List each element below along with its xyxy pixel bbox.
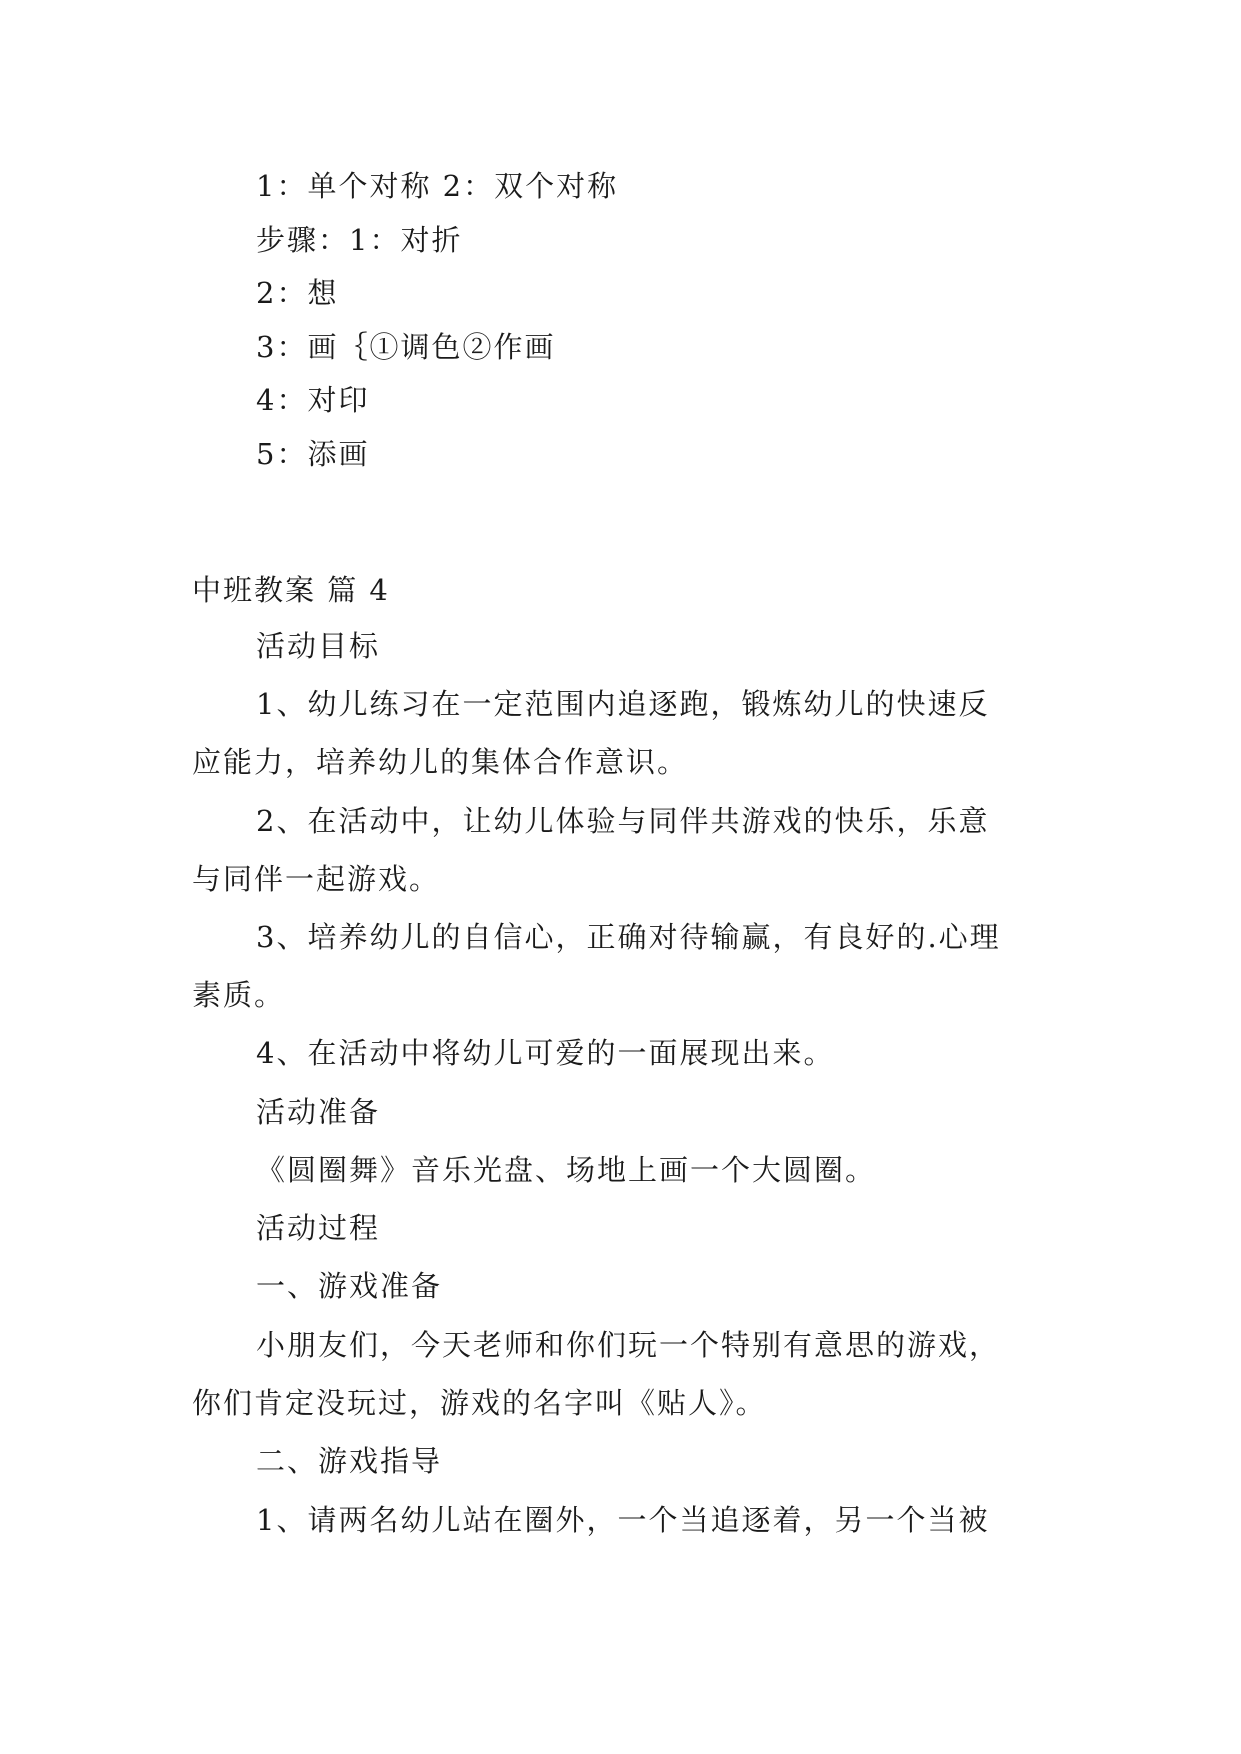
step-line: 3：画｛①调色②作画: [256, 330, 556, 364]
step-line: 步骤：1：对折: [256, 223, 463, 257]
subsection-title: 活动准备: [256, 1095, 381, 1129]
subsection-title: 活动目标: [256, 629, 381, 663]
paragraph-line: 1、幼儿练习在一定范围内追逐跑，锻炼幼儿的快速反: [256, 687, 990, 721]
step-line: 2：想: [256, 276, 339, 310]
paragraph-line: 你们肯定没玩过，游戏的名字叫《贴人》。: [192, 1386, 767, 1420]
paragraph-line: 2、在活动中，让幼儿体验与同伴共游戏的快乐，乐意: [256, 804, 990, 838]
step-line: 4：对印: [256, 383, 370, 417]
paragraph-line: 1、请两名幼儿站在圈外，一个当追逐着，另一个当被: [256, 1503, 990, 1537]
paragraph-line: 《圆圈舞》音乐光盘、场地上画一个大圆圈。: [256, 1153, 877, 1187]
subsection-title: 一、游戏准备: [256, 1269, 443, 1303]
paragraph-line: 4、在活动中将幼儿可爱的一面展现出来。: [256, 1036, 835, 1070]
paragraph-line: 素质。: [192, 978, 286, 1012]
subsection-title: 活动过程: [256, 1211, 381, 1245]
paragraph-line: 3、培养幼儿的自信心，正确对待输赢，有良好的.心理: [256, 920, 1001, 954]
step-line: 1：单个对称 2：双个对称: [256, 169, 619, 203]
step-line: 5：添画: [256, 437, 370, 471]
subsection-title: 二、游戏指导: [256, 1444, 443, 1478]
paragraph-line: 与同伴一起游戏。: [192, 862, 441, 896]
paragraph-line: 应能力，培养幼儿的集体合作意识。: [192, 745, 689, 779]
section-heading: 中班教案 篇 4: [192, 573, 390, 607]
paragraph-line: 小朋友们，今天老师和你们玩一个特别有意思的游戏，: [256, 1328, 1001, 1362]
